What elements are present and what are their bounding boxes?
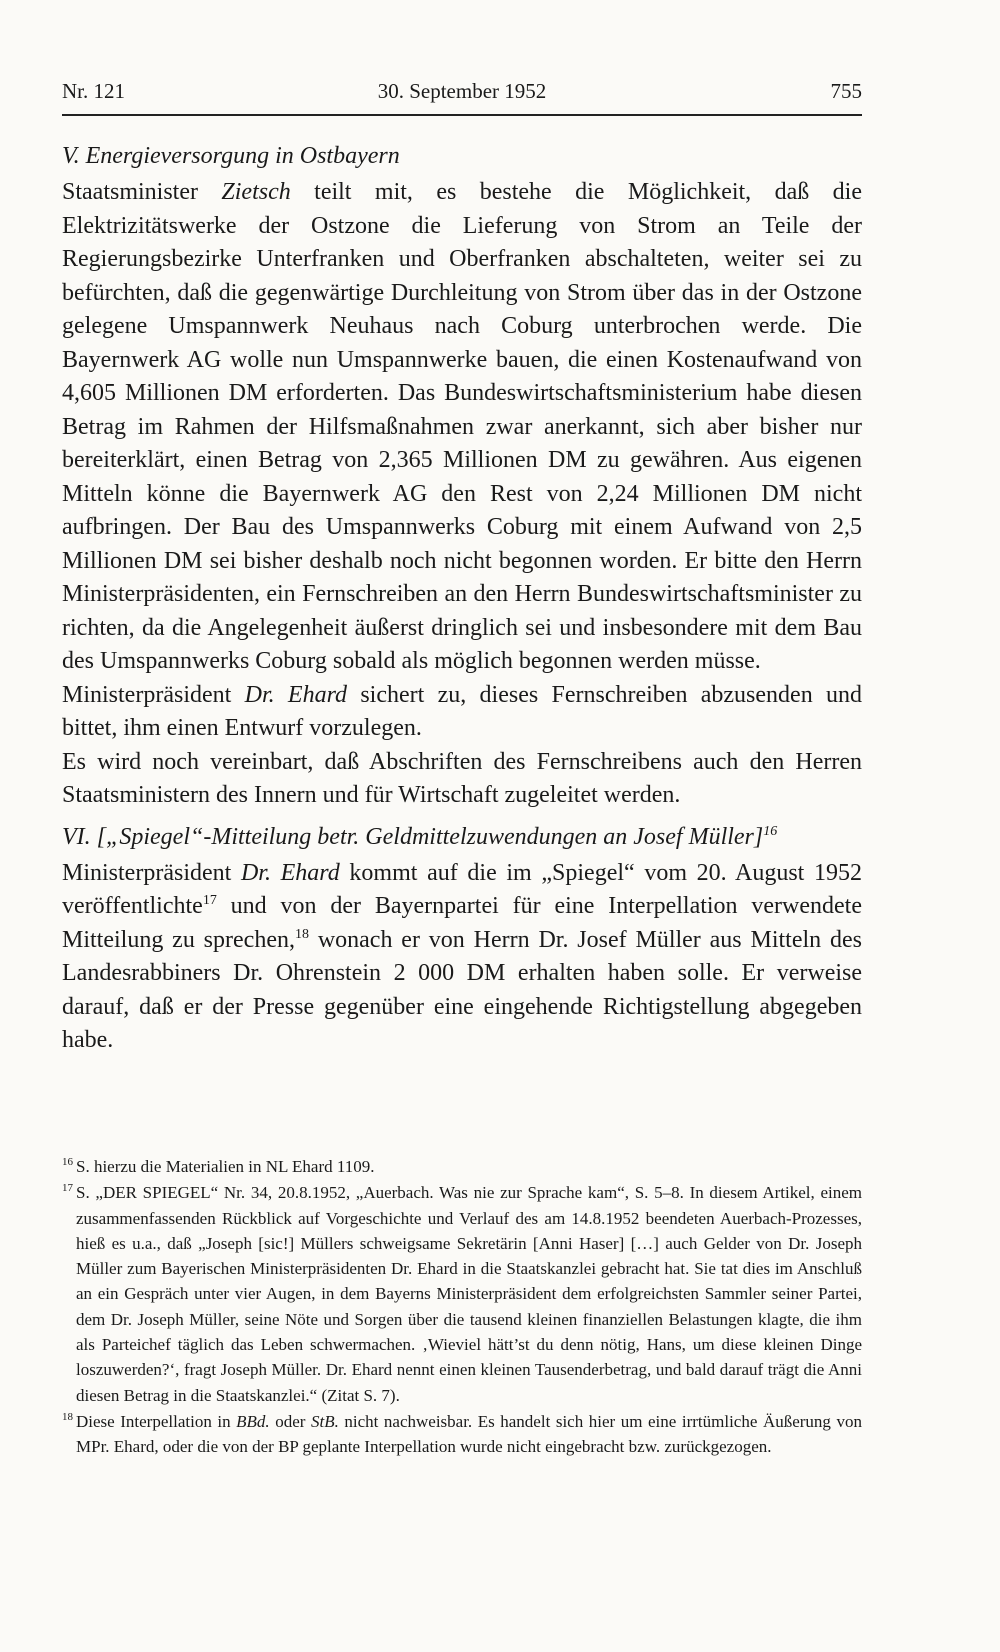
footnote-text: S. hierzu die Materialien in NL Ehard 1109. [76,1157,375,1176]
text-run: wonach er von Herrn Dr. Josef Müller aus Mitteln des Landesrabbiners Dr. Ohrenstein 2 000 DM erhalten haben solle. Er verweise darauf, daß er der Presse gegenüber eine eingehende Richtigstellung abgegeben habe. [62,926,862,1053]
abbrev-bbd: BBd. [236,1411,270,1431]
footnote-number: 18 [62,1410,73,1423]
text-run: nicht nachweisbar. Es handelt sich hier um eine irrtümliche Äußerung von MPr. Ehard, oder die von der BP geplante Interpellation wurde nicht eingebracht bzw. zurückgezogen. [76,1411,862,1457]
page-number: 755 [830,79,862,103]
heading-text: VI. [„Spiegel“-Mitteilung betr. Geldmittelzuwendungen an Josef Müller] [62,823,764,850]
footnote-ref-18[interactable]: 18 [294,926,309,942]
main-text [62,140,862,1058]
footnote-18 [62,1409,862,1460]
text-run: Diese Interpellation in [76,1411,237,1431]
footnote-ref-17[interactable]: 17 [202,893,217,908]
footnote-number: 16 [62,1156,73,1168]
footnote-16 [62,1154,862,1179]
paragraph-agreement: Es wird noch vereinbart, daß Abschriften des Fernschreibens auch den Herren Staatsministern des Innern und für Wirtschaft zugeleitet werden. [62,748,862,808]
speaker-name: Dr. Ehard [244,681,348,708]
footnote-text: S. „DER SPIEGEL“ Nr. 34, 20.8.1952, „Auerbach. Was nie zur Sprache kam“, S. 5–8. In diesem Artikel, einem zusammenfassenden Rückblick auf Vorgeschichte und Verlauf des am 14.8.1952 beendeten Auerbach-Prozesses, hieß es u.a., daß „Joseph [sic!] Müllers schweigsame Sekretärin [Anni Haser] […] auch Gelder von Dr. Joseph Müller zum Bayerischen Ministerpräsidenten Dr. Ehard in die Staatskanzlei gebracht hat. Sie tat dies im Anschluß an ein Gespräch unter vier Augen, in dem Bayerns Ministerpräsident dem erfolgreichsten Sammler seiner Partei, dem Dr. Joseph Müller, seine Nöte und Sorgen über die tausend kleinen finanziellen Belastungen klagte, die ihm als Parteichef täglich das Leben schwermachen. ‚Wieviel hätt’st du denn nötig, Hans, um diese kleinen Dinge loszuwerden?‘, fragt Joseph Müller. Dr. Ehard nennt einen kleinen Tausenderbetrag, und bald darauf trägt die Anni diesen Betrag in die Staatskanzlei.“ (Zitat S. 7). [76,1183,862,1405]
text-run: kommt auf die im „Spiegel“ vom 20. August 1952 veröffentlichte [62,859,863,919]
text-run: Ministerpräsident [62,681,245,708]
footnote-number: 17 [62,1182,73,1195]
text-run: teilt mit, es bestehe die Möglichkeit, daß die Elektrizitätswerke der Ostzone die Lieferung von Strom an Teile der Regierungsbezirke Unterfranken und Oberfranken abschalteten, weiter sei zu befürchten, daß die gegenwärtige Durchleitung von Strom über das in der Ostzone gelegene Umspannwerk Neuhaus nach Coburg unterbrochen werde. Die Bayernwerk AG wolle nun Umspannwerke bauen, die einen Kostenaufwand von 4,605 Millionen DM erforderten. Das Bundeswirtschaftsministerium habe diesen Betrag im Rahmen der Hilfsmaßnahmen zwar anerkannt, sich aber bisher nur bereiterklärt, einen Betrag von 2,365 Millionen DM zu gewähren. Aus eigenen Mitteln könne die Bayernwerk AG den Rest von 2,24 Millionen DM nicht aufbringen. Der Bau des Umspannwerks Coburg mit einem Aufwand von 2,5 Millionen DM sei bisher deshalb noch nicht begonnen worden. Er bitte den Herrn Ministerpräsidenten, ein Fernschreiben an den Herrn Bundeswirtschaftsminister zu richten, da die Angelegenheit äußerst dringlich sei und insbesondere mit dem Bau des Umspannwerks Coburg sobald als möglich begonnen werden müsse. [62,179,862,674]
section-heading-v: V. Energieversorgung in Ostbayern [62,143,400,169]
running-header [62,74,862,116]
footnote-17 [62,1180,862,1408]
document-number: Nr. 121 [62,79,125,103]
speaker-name: Zietsch [221,179,291,205]
text-run: Ministerpräsident [62,859,241,886]
text-run: Staatsminister [62,179,222,205]
footnote-ref-16[interactable]: 16 [763,823,778,839]
paragraph-ehard-reply [62,679,862,746]
header-date: 30. September 1952 [377,79,547,103]
text-run: und von der Bayernpartei für eine Interpellation verwendete Mitteilung zu sprechen, [62,893,862,953]
footnotes [62,1154,862,1461]
paragraph-spiegel [62,857,862,1058]
text-run: oder [269,1411,311,1431]
abbrev-stb: StB. [310,1411,339,1431]
paragraph-zietsch [62,176,862,679]
speaker-name: Dr. Ehard [240,859,340,886]
text-run: sichert zu, dieses Fernschreiben abzusenden und bittet, ihm einen Entwurf vorzulegen. [62,681,862,741]
section-heading-vi [62,821,862,853]
